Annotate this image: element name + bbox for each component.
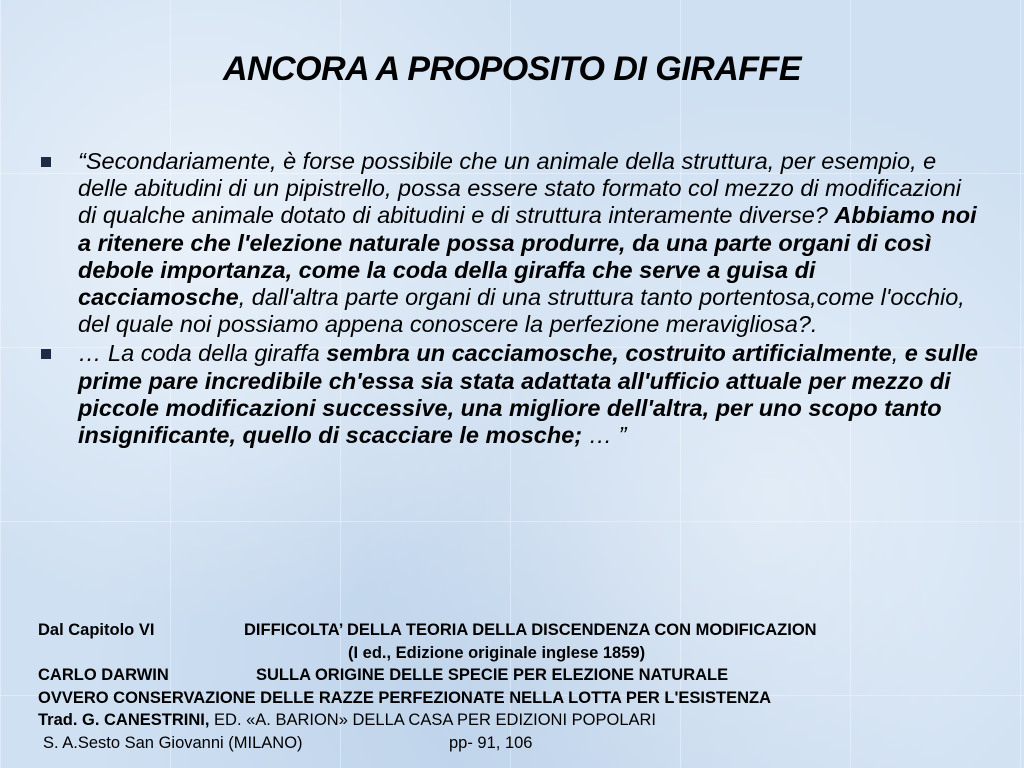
bullet-list — [40, 148, 980, 451]
quote-emphasis: sembra un cacciamosche, costruito artificialmente — [326, 340, 892, 367]
edition-note: (I ed., Edizione originale inglese 1859) — [348, 643, 646, 662]
quote-emphasis: Abbiamo noi a ritenere che l'elezione naturale possa produrre, da una parte organi di così debole importanza, come la coda della giraffa che serve a guisa di cacciamosche — [78, 202, 977, 311]
square-bullet-icon — [41, 349, 51, 359]
author-name: CARLO DARWIN — [38, 666, 169, 684]
publisher: ED. «A. BARION» DELLA CASA PER EDIZIONI POPOLARI — [209, 711, 657, 729]
translator: Trad. G. CANESTRINI, — [38, 711, 210, 729]
square-bullet-icon — [41, 157, 51, 167]
quote-text: “Secondariamente, è forse possibile che un animale della struttura, per esempio, e delle abitudini di un pipistrello, possa essere stato formato col mezzo di modificazioni di qualche animale dotato di abitudini e di struttura interamente diverse? — [78, 148, 962, 229]
publication-place: S. A.Sesto San Giovanni (MILANO) — [43, 733, 303, 752]
chapter-title: DIFFICOLTA’ DELLA TEORIA DELLA DISCENDENZA CON MODIFICAZION — [244, 621, 817, 639]
bullet-item-2 — [40, 340, 980, 449]
quote-text: … ” — [582, 422, 627, 449]
quote-emphasis: e sulle prime pare incredibile ch'essa sia stata adattata all'ufficio attuale per mezzo di piccole modificazioni successive, una migliore dell'altra, per uno scopo tanto insignificante, quello di scacciare le mosche; — [78, 340, 978, 449]
citation-footer — [38, 619, 998, 754]
bullet-item-1 — [40, 148, 980, 338]
slide-title: ANCORA A PROPOSITO DI GIRAFFE — [222, 50, 801, 88]
book-title: SULLA ORIGINE DELLE SPECIE PER ELEZIONE NATURALE — [256, 666, 729, 684]
book-subtitle: OVVERO CONSERVAZIONE DELLE RAZZE PERFEZIONATE NELLA LOTTA PER L'ESISTENZA — [38, 688, 772, 707]
quote-text: … La coda della giraffa — [78, 340, 327, 367]
chapter-label: Dal Capitolo VI — [38, 621, 155, 639]
page-reference: pp- 91, 106 — [449, 733, 533, 752]
quote-text: , — [891, 340, 905, 367]
quote-text: , dall'altra parte organi di una struttura tanto portentosa,come l'occhio, del quale noi possiamo appena conoscere la perfezione meravigliosa?. — [78, 284, 965, 338]
